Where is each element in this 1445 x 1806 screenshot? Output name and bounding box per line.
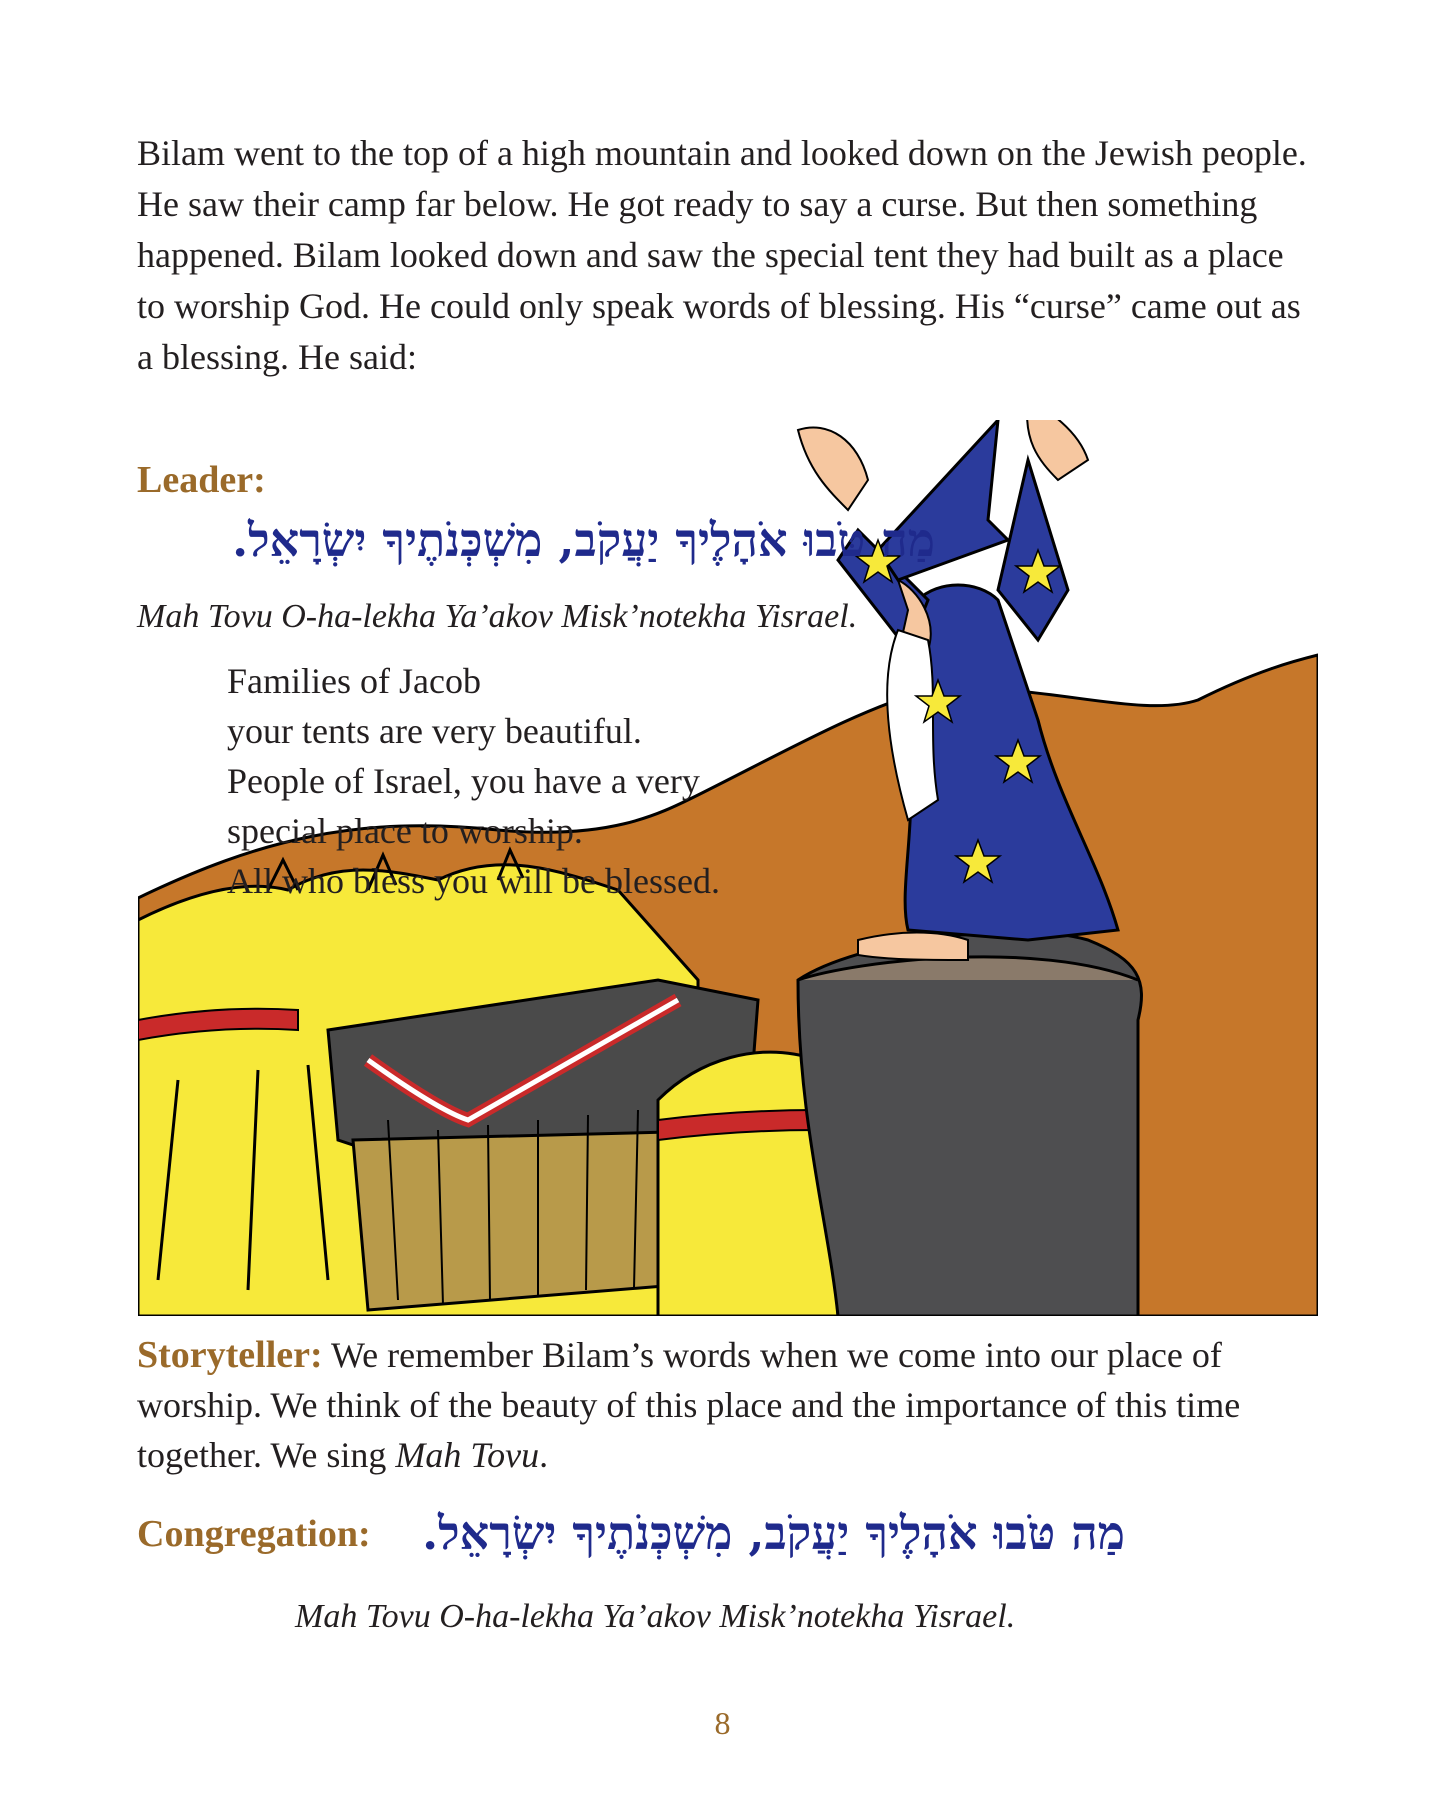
verse-line: People of Israel, you have a very [227, 761, 700, 801]
congregation-transliteration: Mah Tovu O-ha-lekha Ya’akov Misk’notekha Yisrael. [295, 1598, 1016, 1635]
verse-line: special place to worship. [227, 811, 583, 851]
page-number: 8 [714, 1705, 731, 1741]
storyteller-end: . [539, 1435, 549, 1475]
congregation-hebrew: מַה טֹּבוּ אֹהָלֶיךָ יַעֲקֹב, מִשְׁכְּנֹתֶיךָ יִשְׂרָאֵל. [422, 1506, 1125, 1560]
rock-pillar [798, 932, 1141, 1316]
storyteller-text: We remember Bilam’s words when we come into our place of worship. We think of the beauty of this place and the importance of this time together. We sing [137, 1335, 1241, 1475]
verse-line: Families of Jacob [227, 661, 481, 701]
intro-text: Bilam went to the top of a high mountain and looked down on the Jewish people. He saw their camp far below. He got ready to say a curse. But then something happened. Bilam looked down and saw the special tent they had built as a place to worship God. He could only speak words of blessing. His “curse” came out as a blessing. He said: [137, 133, 1307, 377]
storyteller-label: Storyteller: [137, 1334, 323, 1376]
congregation-label: Congregation: [137, 1513, 371, 1555]
wizard-feet [858, 933, 968, 961]
song-title: Mah Tovu [395, 1435, 540, 1475]
wizard-right-hand [1027, 420, 1088, 480]
leader-transliteration: Mah Tovu O-ha-lekha Ya’akov Misk’notekha Yisrael. [137, 598, 858, 635]
leader-hebrew: מַה טֹּבוּ אֹהָלֶיךָ יַעֲקֹב, מִשְׁכְּנֹתֶיךָ יִשְׂרָאֵל. [232, 513, 935, 567]
verse-line: All who bless you will be blessed. [227, 861, 720, 901]
wizard-left-hand [798, 427, 868, 510]
leader-label: Leader: [137, 459, 266, 501]
intro-paragraph [137, 128, 1317, 383]
blessing-verse [227, 656, 720, 906]
storyteller-paragraph [137, 1330, 1317, 1480]
verse-line: your tents are very beautiful. [227, 711, 642, 751]
